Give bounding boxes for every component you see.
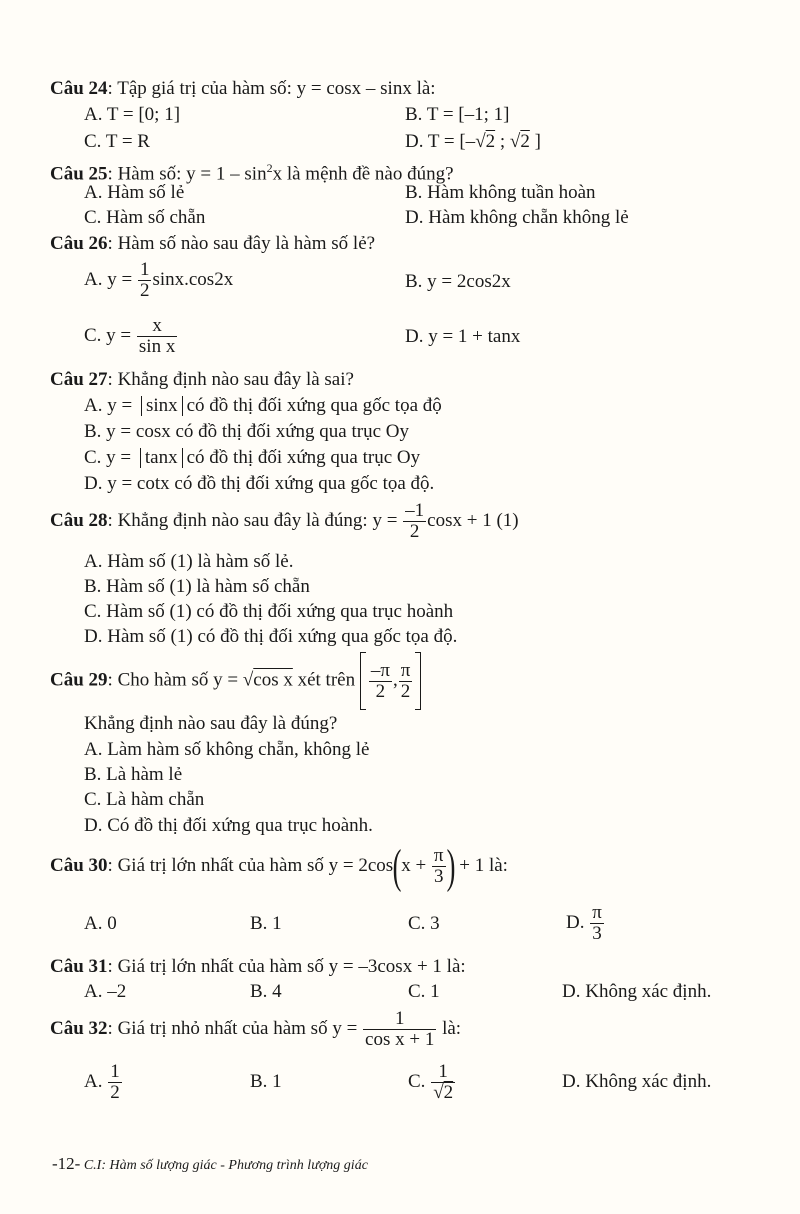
fraction: $\frac{1}{2}$: [110, 1061, 120, 1104]
q25-option-d: D. Hàm không chẵn không lẻ: [405, 207, 629, 228]
q27-option-c: C. y = tanx có đồ thị đối xứng qua trục Oy: [84, 447, 421, 468]
q27-option-b: B. y = cosx có đồ thị đối xứng qua trục Oy: [84, 421, 409, 442]
q25-option-c: C. Hàm số chẵn: [84, 207, 206, 228]
fraction: $\frac{\pi}{3}$: [433, 845, 444, 888]
q31-option-c: C. 1: [408, 981, 440, 1002]
fraction: $\frac{\pi}{3}$: [592, 902, 602, 945]
q26-option-c: C. y = $\frac{x}{\text{sin x}}$: [84, 315, 176, 358]
question-29: Câu 29: Cho hàm số y = √cos x xét trên $\frac{-\pi}{2}$ , $\frac{\pi}{2}$: [50, 652, 421, 710]
q29-option-a: A. Làm hàm số không chẵn, không lẻ: [84, 739, 370, 760]
page-footer: [52, 1152, 368, 1178]
question-25: Câu 25: Hàm số: $y = 1 - \sin^2x$ là mệnh đề nào đúng?: [50, 161, 454, 185]
q28-option-c: C. Hàm số (1) có đồ thị đối xứng qua trục hoành: [84, 601, 454, 622]
q25-option-b: B. Hàm không tuần hoàn: [405, 182, 596, 203]
question-24: Câu 24: Tập giá trị của hàm số: y = cosx – sinx là:: [50, 78, 436, 99]
q24-option-b: B. T = [–1; 1]: [405, 104, 510, 125]
q26-option-b: B. y = 2cos2x: [405, 271, 511, 292]
q29-option-d: D. Có đồ thị đối xứng qua trục hoành.: [84, 815, 373, 836]
q30-option-b: B. 1: [250, 913, 282, 934]
fraction: $\frac{x}{\text{sin x}}$: [138, 315, 176, 358]
question-28: Câu 28: Khẳng định nào sau đây là đúng: y = $\frac{-1}{2}$ cosx + 1 (1): [50, 500, 519, 543]
question-27: Câu 27: Khẳng định nào sau đây là sai?: [50, 369, 354, 390]
q29-option-c: C. Là hàm chẵn: [84, 789, 205, 810]
q31-option-b: B. 4: [250, 981, 282, 1002]
q24-option-d: D. T = [–√2 ; √2 ]: [405, 131, 541, 152]
q31-option-d: D. Không xác định.: [562, 981, 712, 1002]
chapter-title: C.I: Hàm số lượng giác - Phương trình lượng giác: [80, 1158, 368, 1173]
q29-option-b: B. Là hàm lẻ: [84, 764, 183, 785]
q28-option-a: A. Hàm số (1) là hàm số lẻ.: [84, 551, 294, 572]
q32-option-d: D. Không xác định.: [562, 1071, 712, 1092]
q32-option-c: C. $\frac{1}{√2}$: [408, 1061, 454, 1104]
q32-option-a: A. $\frac{1}{2}$: [84, 1061, 120, 1104]
q27-option-d: D. y = cotx có đồ thị đối xứng qua gốc tọa độ.: [84, 473, 435, 494]
q28-option-d: D. Hàm số (1) có đồ thị đối xứng qua gốc tọa độ.: [84, 626, 458, 647]
question-32: Câu 32: Giá trị nhỏ nhất của hàm số y = $\frac{1}{\text{cos x + 1}}$ là:: [50, 1008, 462, 1051]
q32-option-b: B. 1: [250, 1071, 282, 1092]
fraction: $\frac{1}{√2}$: [433, 1061, 454, 1104]
fraction: $\frac{1}{2}$: [139, 259, 150, 302]
q26-option-a: A. y = $\frac{1}{2}$ sinx.cos2x: [84, 259, 234, 302]
q26-option-d: D. y = 1 + tanx: [405, 326, 521, 347]
q31-option-a: A. –2: [84, 981, 127, 1002]
question-31: Câu 31: Giá trị lớn nhất của hàm số y = –3cosx + 1 là:: [50, 956, 466, 977]
q28-option-b: B. Hàm số (1) là hàm số chẵn: [84, 576, 310, 597]
q24-option-a: A. T = [0; 1]: [84, 104, 181, 125]
q24-option-c: C. T = R: [84, 131, 150, 152]
fraction: $\frac{-1}{2}$: [405, 500, 425, 543]
fraction: $\frac{1}{\text{cos x + 1}}$: [365, 1008, 435, 1051]
question-26: Câu 26: Hàm số nào sau đây là hàm số lẻ?: [50, 233, 376, 254]
q30-option-c: C. 3: [408, 913, 440, 934]
q30-option-a: A. 0: [84, 913, 117, 934]
page-number: -12-: [52, 1154, 81, 1173]
q30-option-d: D. $\frac{\pi}{3}$: [566, 902, 602, 945]
q25-option-a: A. Hàm số lẻ: [84, 182, 185, 203]
q29-ask: Khẳng định nào sau đây là đúng?: [84, 713, 338, 734]
fraction: $\frac{-\pi}{2}$: [370, 659, 390, 702]
question-30: Câu 30: Giá trị lớn nhất của hàm số y = 2cos(x + $\frac{\pi}{3}$ ) + 1 là:: [50, 839, 508, 893]
fraction: $\frac{\pi}{2}$: [400, 659, 411, 702]
question-label: Câu 24: [50, 78, 108, 99]
q27-option-a: A. y = sinx có đồ thị đối xứng qua gốc tọa độ: [84, 395, 442, 416]
